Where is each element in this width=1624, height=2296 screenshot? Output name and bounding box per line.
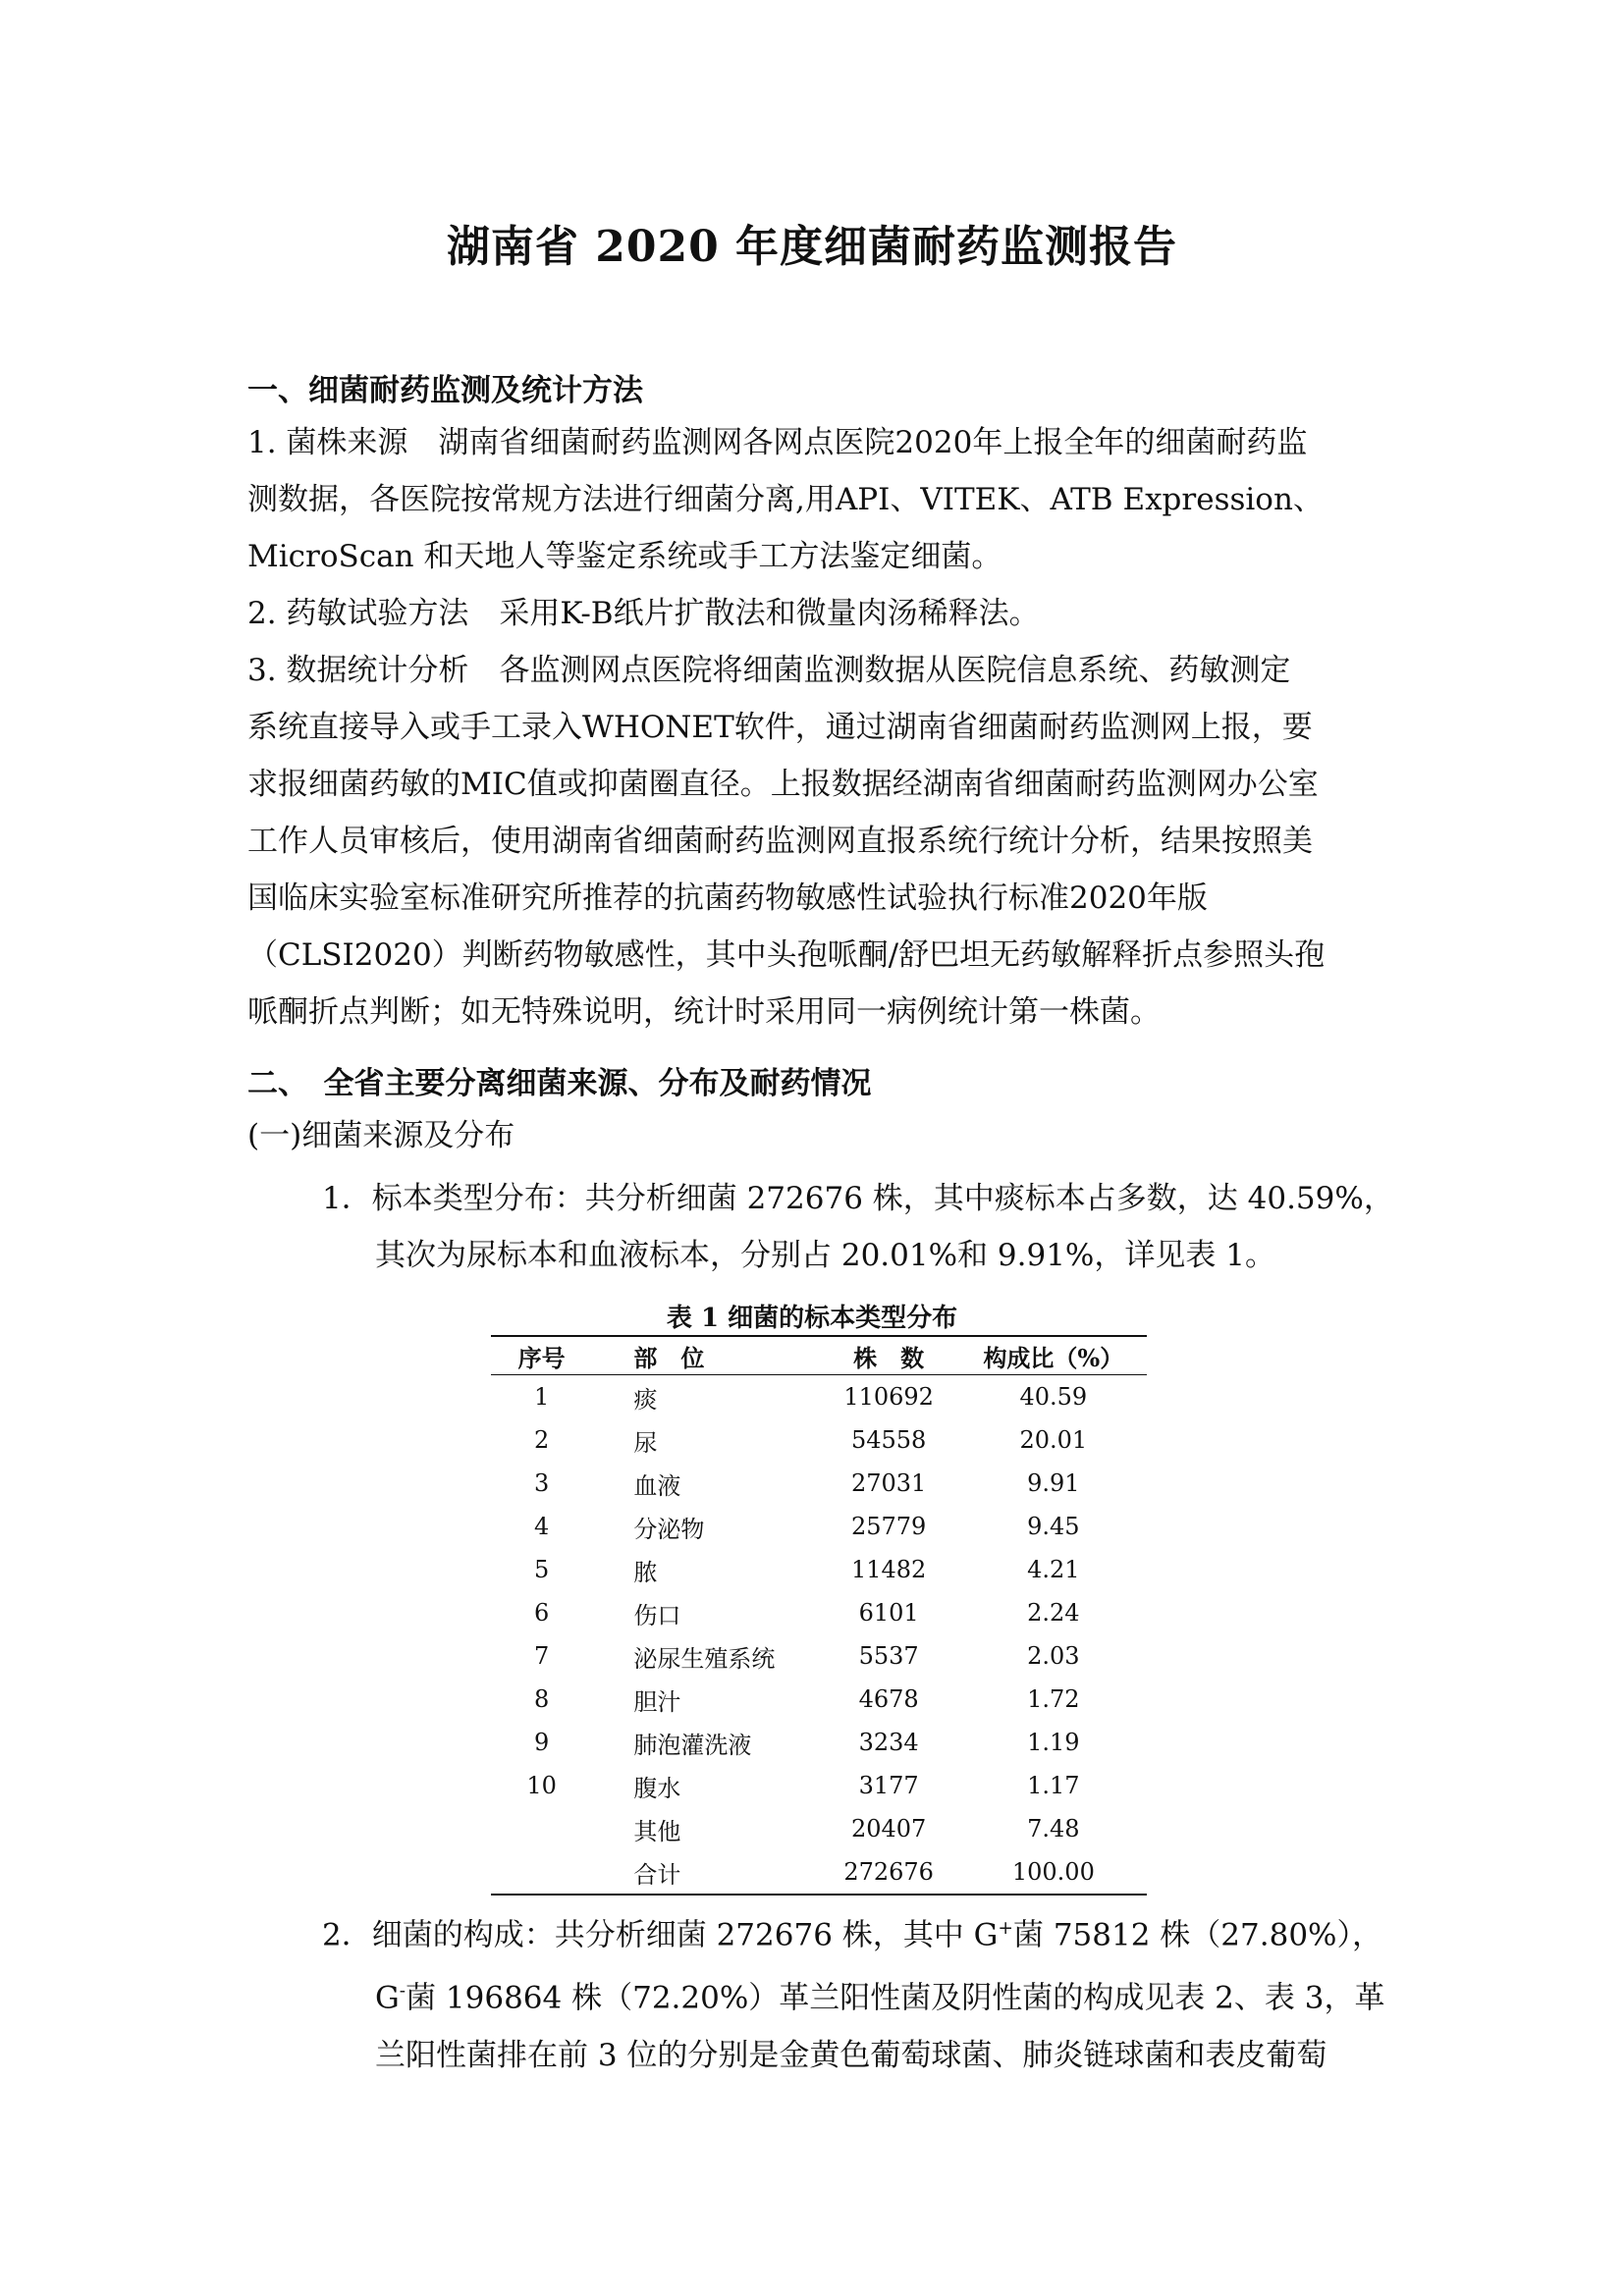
cell-percent: 2.03 — [1027, 1642, 1080, 1670]
superscript: + — [998, 1918, 1013, 1939]
cell-site: 胆汁 — [633, 1687, 681, 1716]
table-row — [491, 1764, 1147, 1807]
cell-percent: 9.91 — [1027, 1469, 1080, 1497]
cell-count: 11482 — [850, 1556, 927, 1583]
table-row — [491, 1721, 1147, 1764]
text-line: 求报细菌药敏的MIC值或抑菌圈直径。上报数据经湖南省细菌耐药监测网办公室 — [247, 767, 1319, 802]
column-header-no: 序号 — [491, 1336, 592, 1375]
cell-no: 8 — [534, 1685, 550, 1713]
section1-heading: 一、细菌耐药监测及统计方法 — [247, 373, 643, 408]
cell-count: 3234 — [858, 1729, 919, 1756]
cell-no: 10 — [526, 1772, 557, 1799]
table-row — [491, 1548, 1147, 1591]
column-header-site: 部 位 — [592, 1336, 817, 1375]
table-row — [491, 1591, 1147, 1634]
section2-item1 — [322, 1170, 1392, 1284]
cell-site: 痰 — [633, 1385, 658, 1414]
section2-item2 — [322, 1900, 1392, 2084]
cell-percent: 1.19 — [1027, 1729, 1080, 1756]
column-header-count: 株 数 — [818, 1336, 960, 1375]
section2-subheading — [247, 1107, 1386, 1164]
cell-site: 伤口 — [633, 1601, 681, 1629]
cell-no — [491, 1850, 592, 1895]
text-segment: 菌 75812 株（27.80%）， — [1012, 1917, 1383, 1953]
cell-percent: 7.48 — [1027, 1815, 1080, 1842]
cell-percent: 9.45 — [1027, 1513, 1080, 1540]
text-line: 其次为尿标本和血液标本，分别占 20.01%和 9.91%，详见表 1。 — [375, 1238, 1275, 1273]
column-header-percent: 构成比（%） — [960, 1336, 1147, 1375]
text-segment: G — [375, 1980, 400, 2016]
table-header-row — [491, 1336, 1147, 1375]
cell-no: 4 — [534, 1513, 550, 1540]
cell-site: 其他 — [633, 1817, 681, 1845]
table-row — [491, 1634, 1147, 1678]
cell-percent: 40.59 — [1019, 1383, 1088, 1411]
cell-no: 6 — [534, 1599, 550, 1627]
cell-no: 7 — [534, 1642, 550, 1670]
cell-count: 6101 — [858, 1599, 919, 1627]
text-line: 2. 药敏试验方法 采用K-B纸片扩散法和微量肉汤稀释法。 — [247, 596, 1040, 631]
table1 — [491, 1335, 1147, 1896]
cell-site: 泌尿生殖系统 — [633, 1644, 776, 1673]
cell-percent: 1.17 — [1027, 1772, 1080, 1799]
text-line: 系统直接导入或手工录入WHONET软件，通过湖南省细菌耐药监测网上报，要 — [247, 710, 1313, 745]
text-line: 1．标本类型分布：共分析细菌 272676 株，其中痰标本占多数，达 40.59%， — [322, 1181, 1394, 1216]
table-row — [491, 1375, 1147, 1419]
page-title: 湖南省 2020 年度细菌耐药监测报告 — [446, 222, 1178, 272]
text-segment: 菌 196864 株（72.20%）革兰阳性菌及阴性菌的构成见表 2、表 3，革 — [406, 1980, 1385, 2016]
cell-count: 20407 — [850, 1815, 927, 1842]
cell-count: 3177 — [858, 1772, 919, 1799]
cell-count: 272676 — [818, 1850, 960, 1895]
section1-item2 — [247, 585, 1386, 642]
table-row — [491, 1418, 1147, 1462]
cell-no — [491, 1807, 592, 1850]
cell-no: 2 — [534, 1426, 550, 1454]
cell-no: 1 — [534, 1383, 550, 1411]
text-line: 哌酮折点判断；如无特殊说明，统计时采用同一病例统计第一株菌。 — [247, 994, 1161, 1030]
cell-count: 27031 — [850, 1469, 927, 1497]
cell-percent: 20.01 — [1019, 1426, 1088, 1454]
cell-percent: 1.72 — [1027, 1685, 1080, 1713]
table-row — [491, 1807, 1147, 1850]
table-row — [491, 1850, 1147, 1895]
text-line: MicroScan 和天地人等鉴定系统或手工方法鉴定细菌。 — [247, 539, 1002, 574]
text-line: 3. 数据统计分析 各监测网点医院将细菌监测数据从医院信息系统、药敏测定 — [247, 653, 1291, 688]
cell-site: 分泌物 — [633, 1515, 705, 1543]
table1-caption: 表 1 细菌的标本类型分布 — [666, 1304, 958, 1333]
text-line: 1. 菌株来源 湖南省细菌耐药监测网各网点医院2020年上报全年的细菌耐药监 — [247, 425, 1308, 460]
cell-site: 血液 — [633, 1471, 681, 1500]
cell-count: 110692 — [843, 1383, 934, 1411]
text-line: 工作人员审核后，使用湖南省细菌耐药监测网直报系统行统计分析，结果按照美 — [247, 824, 1313, 859]
superscript: - — [399, 1981, 406, 2002]
text-segment: 2．细菌的构成：共分析细菌 272676 株，其中 G — [322, 1917, 999, 1953]
text-line: (一)细菌来源及分布 — [247, 1118, 515, 1153]
cell-count: 25779 — [850, 1513, 927, 1540]
cell-percent: 2.24 — [1027, 1599, 1080, 1627]
text-line: 国临床实验室标准研究所推荐的抗菌药物敏感性试验执行标准2020年版 — [247, 881, 1208, 916]
cell-count: 4678 — [858, 1685, 919, 1713]
text-line: 兰阳性菌排在前 3 位的分别是金黄色葡萄球菌、肺炎链球菌和表皮葡萄 — [375, 2037, 1327, 2073]
cell-site: 合计 — [592, 1850, 817, 1895]
text-line: 测数据，各医院按常规方法进行细菌分离,用API、VITEK、ATB Expression、 — [247, 482, 1324, 517]
section1-item3 — [247, 642, 1386, 1041]
cell-percent: 100.00 — [960, 1850, 1147, 1895]
cell-no: 9 — [534, 1729, 550, 1756]
cell-site: 腹水 — [633, 1774, 681, 1802]
text-line: （CLSI2020）判断药物敏感性，其中头孢哌酮/舒巴坦无药敏解释折点参照头孢 — [247, 937, 1326, 973]
cell-count: 5537 — [858, 1642, 919, 1670]
text-line — [322, 1900, 1392, 1963]
cell-site: 肺泡灌洗液 — [633, 1731, 752, 1759]
text-line — [322, 1963, 1392, 2026]
section2-heading: 二、 全省主要分离细菌来源、分布及耐药情况 — [247, 1066, 872, 1101]
cell-count: 54558 — [850, 1426, 927, 1454]
cell-percent: 4.21 — [1027, 1556, 1080, 1583]
cell-site: 尿 — [633, 1428, 658, 1457]
cell-no: 3 — [534, 1469, 550, 1497]
section1-item1 — [247, 414, 1386, 585]
table-row — [491, 1505, 1147, 1548]
cell-site: 脓 — [633, 1558, 658, 1586]
table-row — [491, 1678, 1147, 1721]
table-row — [491, 1462, 1147, 1505]
cell-no: 5 — [534, 1556, 550, 1583]
